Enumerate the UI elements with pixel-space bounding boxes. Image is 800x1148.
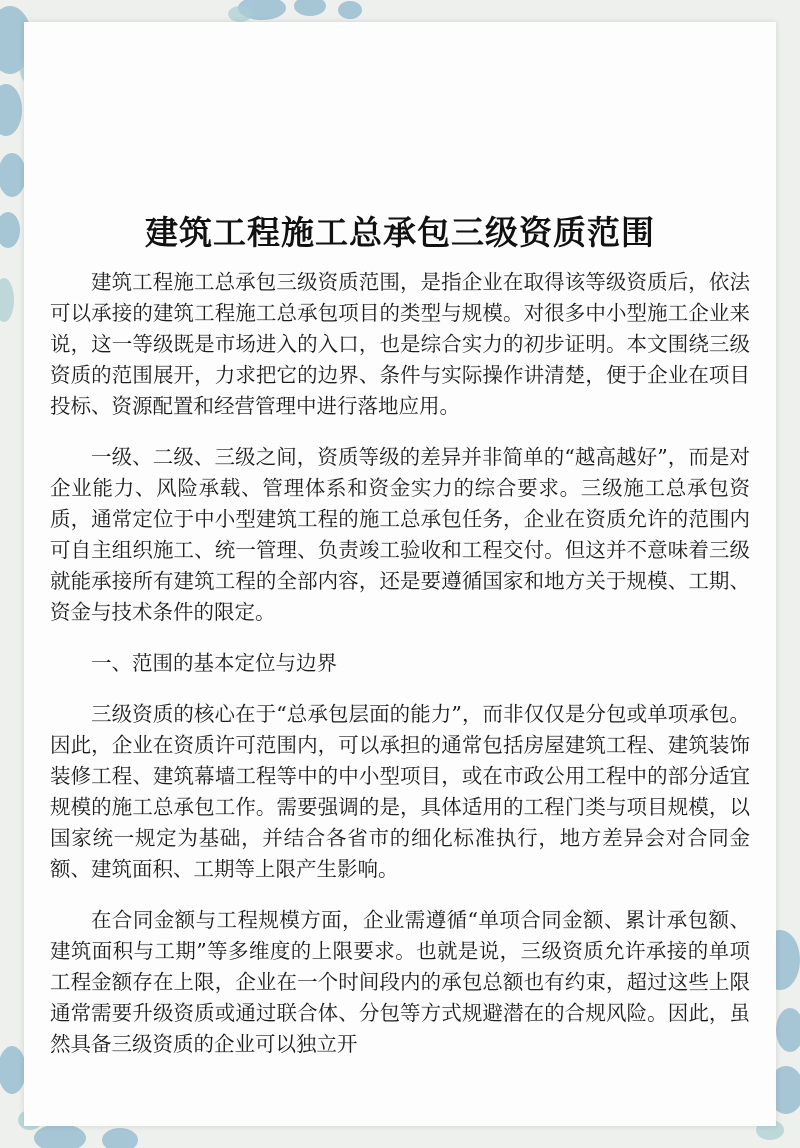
- paragraph-scope: 三级资质的核心在于“总承包层面的能力”，而非仅仅是分包或单项承包。因此，企业在资质许可范围内，可以承担的通常包括房屋建筑工程、建筑装饰装修工程、建筑幕墙工程等中的中小型项目，或在市政公用工程中的部分适宜规模的施工总承包工作。需要强调的是，具体适用的工程门类与项目规模，以国家统一规定为基础，并结合各省市的细化标准执行，地方差异会对合同金额、建筑面积、工期等上限产生影响。: [50, 702, 750, 881]
- paragraph-intro: 建筑工程施工总承包三级资质范围，是指企业在取得该等级资质后，依法可以承接的建筑工程施工总承包项目的类型与规模。对很多中小型施工企业来说，这一等级既是市场进入的入口，也是综合实力的初步证明。本文围绕三级资质的范围展开，力求把它的边界、条件与实际操作讲清楚，便于企业在项目投标、资源配置和经营管理中进行落地应用。: [50, 270, 750, 418]
- section-heading: 一、范围的基本定位与边界: [91, 651, 337, 675]
- paragraph-limits: 在合同金额与工程规模方面，企业需遵循“单项合同金额、累计承包额、建筑面积与工期”等多维度的上限要求。也就是说，三级资质允许承接的单项工程金额存在上限，企业在一个时间段内的承包总额也有约束，超过这些上限通常需要升级资质或通过联合体、分包等方式规避潜在的合规风险。因此，虽然具备三级资质的企业可以独立开: [50, 908, 750, 1056]
- document-body: [50, 267, 750, 1080]
- paragraph-levels: 一级、二级、三级之间，资质等级的差异并非简单的“越高越好”，而是对企业能力、风险承载、管理体系和资金实力的综合要求。三级施工总承包资质，通常定位于中小型建筑工程的施工总承包任务，企业在资质允许的范围内可自主组织施工、统一管理、负责竣工验收和工程交付。但这并不意味着三级就能承接所有建筑工程的全部内容，还是要遵循国家和地方关于规模、工期、资金与技术条件的限定。: [50, 445, 750, 624]
- document-title: 建筑工程施工总承包三级资质范围: [145, 213, 655, 252]
- document-page: [24, 22, 776, 1126]
